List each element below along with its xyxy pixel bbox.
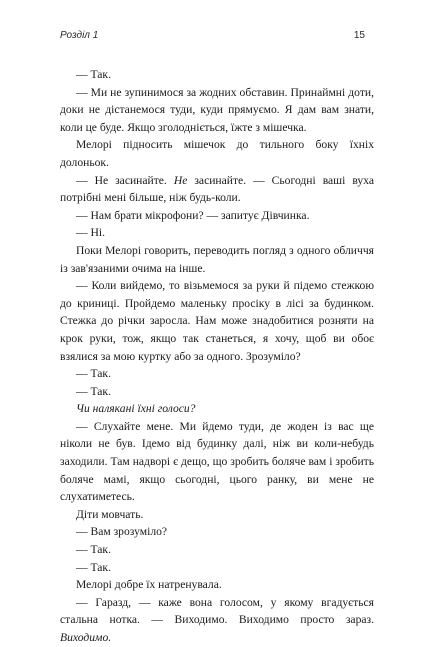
page-number: 15 (353, 30, 365, 41)
paragraph: — Так. (76, 543, 111, 557)
paragraph: — Ми не зупинимося за жодних обставин. Принаймні доти, доки не дістанемося туди, куди прямуємо. Я дам вам знати, коли це буде. Якщо зголодніється, їжте з мішечка. (60, 85, 374, 134)
paragraph-italic: Чи налякані їхні голоси? (76, 402, 196, 416)
paragraph: — Ні. (76, 226, 105, 240)
paragraph: — Слухайте мене. Ми йдемо туди, де жоден із вас ще ніколи не був. Ідемо від будинку далі, ніж ви коли-небудь заходили. Там надворі є дещо, що зробить боляче вам і зробить боляче мамі, якщо сьогодні, цього ранку, ви мене не слухатиметесь. (60, 419, 374, 504)
paragraph (60, 594, 374, 647)
emphasis: Виходимо. (60, 631, 112, 644)
paragraph-text: — Гаразд, — каже вона голосом, у якому вгадується стальна нотка. — Виходимо. Виходимо просто зараз. (60, 595, 374, 627)
paragraph-text: засинайте. — Сьогодні ваші вуха потрібні мені більше, ніж будь-коли. (60, 173, 374, 205)
emphasis: Не (173, 173, 188, 187)
paragraph (60, 172, 374, 207)
paragraph: — Так. (76, 384, 111, 398)
paragraph: — Так. (76, 367, 111, 381)
paragraph: Мелорі добре їх натренувала. (76, 578, 222, 592)
paragraph: — Так. (76, 560, 111, 574)
paragraph: — Коли вийдемо, то візьмемося за руки й підемо стежкою до криниці. Пройдемо маленьку просіку в лісі за будинком. Стежка до річки заросла. Нам може знадобитися розняти на крок руки, тож, якщо так станеться, я хочу, щоб ви обоє взялися за мою куртку або за одного. Зрозуміло? (60, 279, 374, 363)
body-text (60, 66, 374, 647)
paragraph: — Вам зрозуміло? (76, 525, 168, 539)
paragraph: Діти мовчать. (76, 507, 144, 521)
paragraph: Поки Мелорі говорить, переводить погляд з одного обличчя із зав'язаними очима на інше. (60, 243, 374, 275)
paragraph: — Так. (76, 68, 111, 81)
paragraph-text: — Не засинайте. (76, 173, 174, 187)
paragraph: Мелорі підносить мішечок до тильного боку їхніх долоньок. (60, 138, 374, 169)
paragraph: — Нам брати мікрофони? — запитує Дівчинка. (76, 208, 310, 222)
running-head: Розділ 1 (60, 30, 99, 41)
